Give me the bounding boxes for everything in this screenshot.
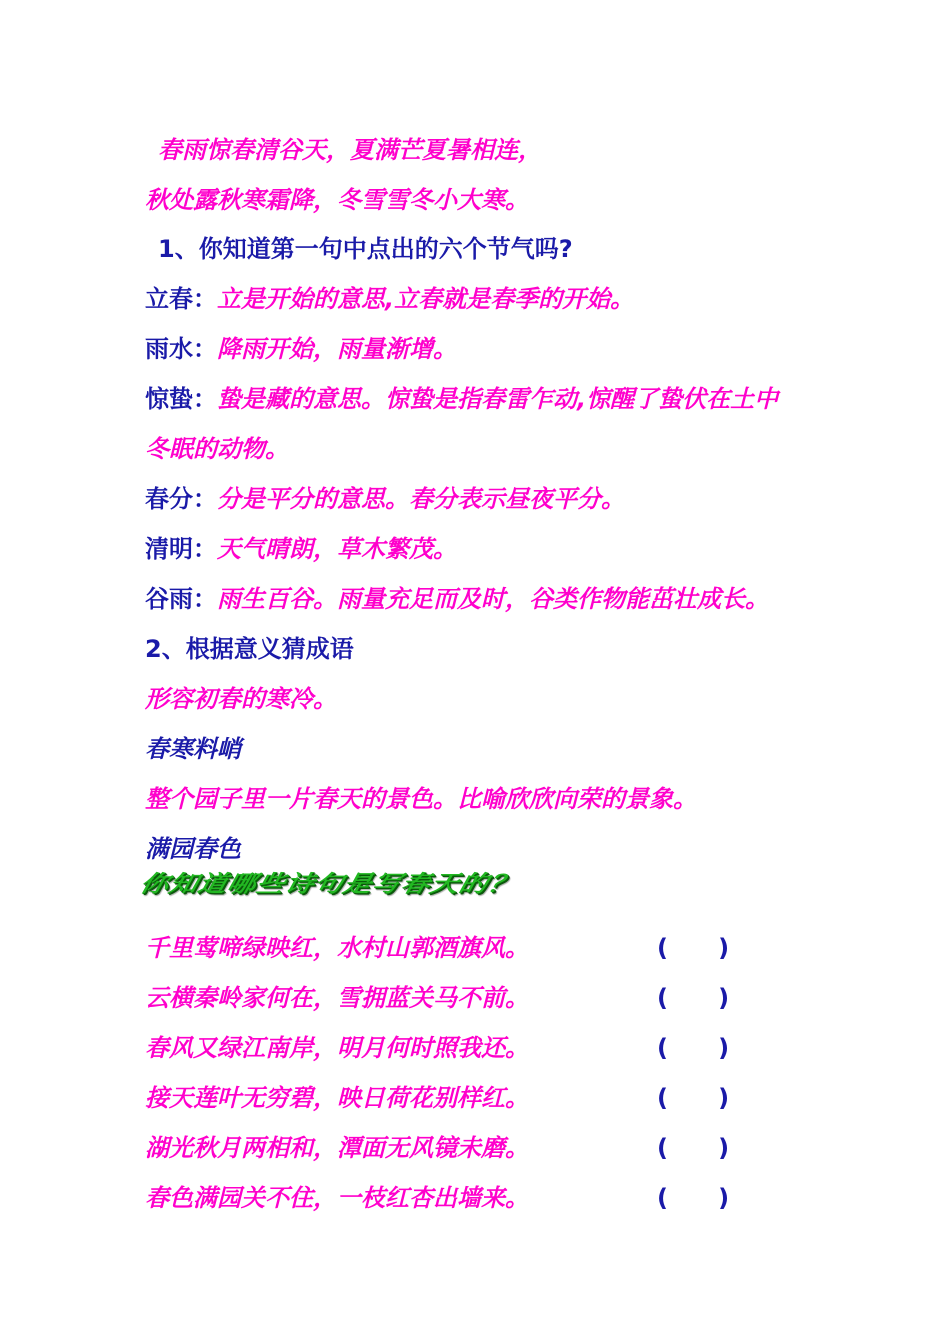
answer-blank: ( ) [657,1034,730,1062]
answer-blank: ( ) [657,1134,730,1162]
term-row-yushui [145,334,457,364]
idiom-answer: 春寒料峭 [145,735,241,763]
term-description: 分是平分的意思。春分表示昼夜平分。 [217,485,625,513]
term-row-guyu [145,584,769,614]
term-row-qingming [145,534,457,564]
term-label: 清明： [145,535,217,563]
term-label: 惊蛰： [145,385,217,413]
term-description: 蛰是藏的意思。惊蛰是指春雷乍动,惊醒了蛰伏在土中 [217,385,779,413]
poem-line-1: 春雨惊春清谷天，夏满芒夏暑相连， [158,136,542,164]
answer-blank: ( ) [657,984,730,1012]
term-description: 天气晴朗，草木繁茂。 [217,535,457,563]
idiom-meaning: 整个园子里一片春天的景色。比喻欣欣向荣的景象。 [145,785,697,813]
poem-line: 春色满园关不住，一枝红杏出墙来。 [145,1184,529,1212]
term-label: 立春： [145,285,217,313]
answer-blank: ( ) [657,1084,730,1112]
term-row-lichun [145,284,634,314]
term-description: 降雨开始，雨量渐增。 [217,335,457,363]
idiom-meaning: 形容初春的寒冷。 [145,685,337,713]
term-row-jingzhe [145,384,778,414]
answer-blank: ( ) [657,1184,730,1212]
poem-line: 云横秦岭家何在，雪拥蓝关马不前。 [145,984,529,1012]
question-1-title: 1、你知道第一句中点出的六个节气吗? [158,235,573,263]
term-description: 立是开始的意思,立春就是春季的开始。 [217,285,635,313]
poem-line: 接天莲叶无穷碧，映日荷花别样红。 [145,1084,529,1112]
answer-blank: ( ) [657,934,730,962]
poem-line: 春风又绿江南岸，明月何时照我还。 [145,1034,529,1062]
question-2-title: 2、根据意义猜成语 [145,635,354,663]
term-label: 谷雨： [145,585,217,613]
idiom-answer: 满园春色 [145,835,241,863]
poem-line: 千里莺啼绿映红，水村山郭酒旗风。 [145,934,529,962]
term-description-continued: 冬眠的动物。 [145,435,289,463]
term-description: 雨生百谷。雨量充足而及时，谷类作物能茁壮成长。 [217,585,769,613]
poetry-heading-wordart: 你知道哪些诗句是写春天的？ [137,870,521,898]
term-label: 春分： [145,485,217,513]
term-row-chunfen [145,484,625,514]
poem-line: 湖光秋月两相和，潭面无风镜未磨。 [145,1134,529,1162]
poem-line-2: 秋处露秋寒霜降，冬雪雪冬小大寒。 [145,186,529,214]
term-label: 雨水： [145,335,217,363]
